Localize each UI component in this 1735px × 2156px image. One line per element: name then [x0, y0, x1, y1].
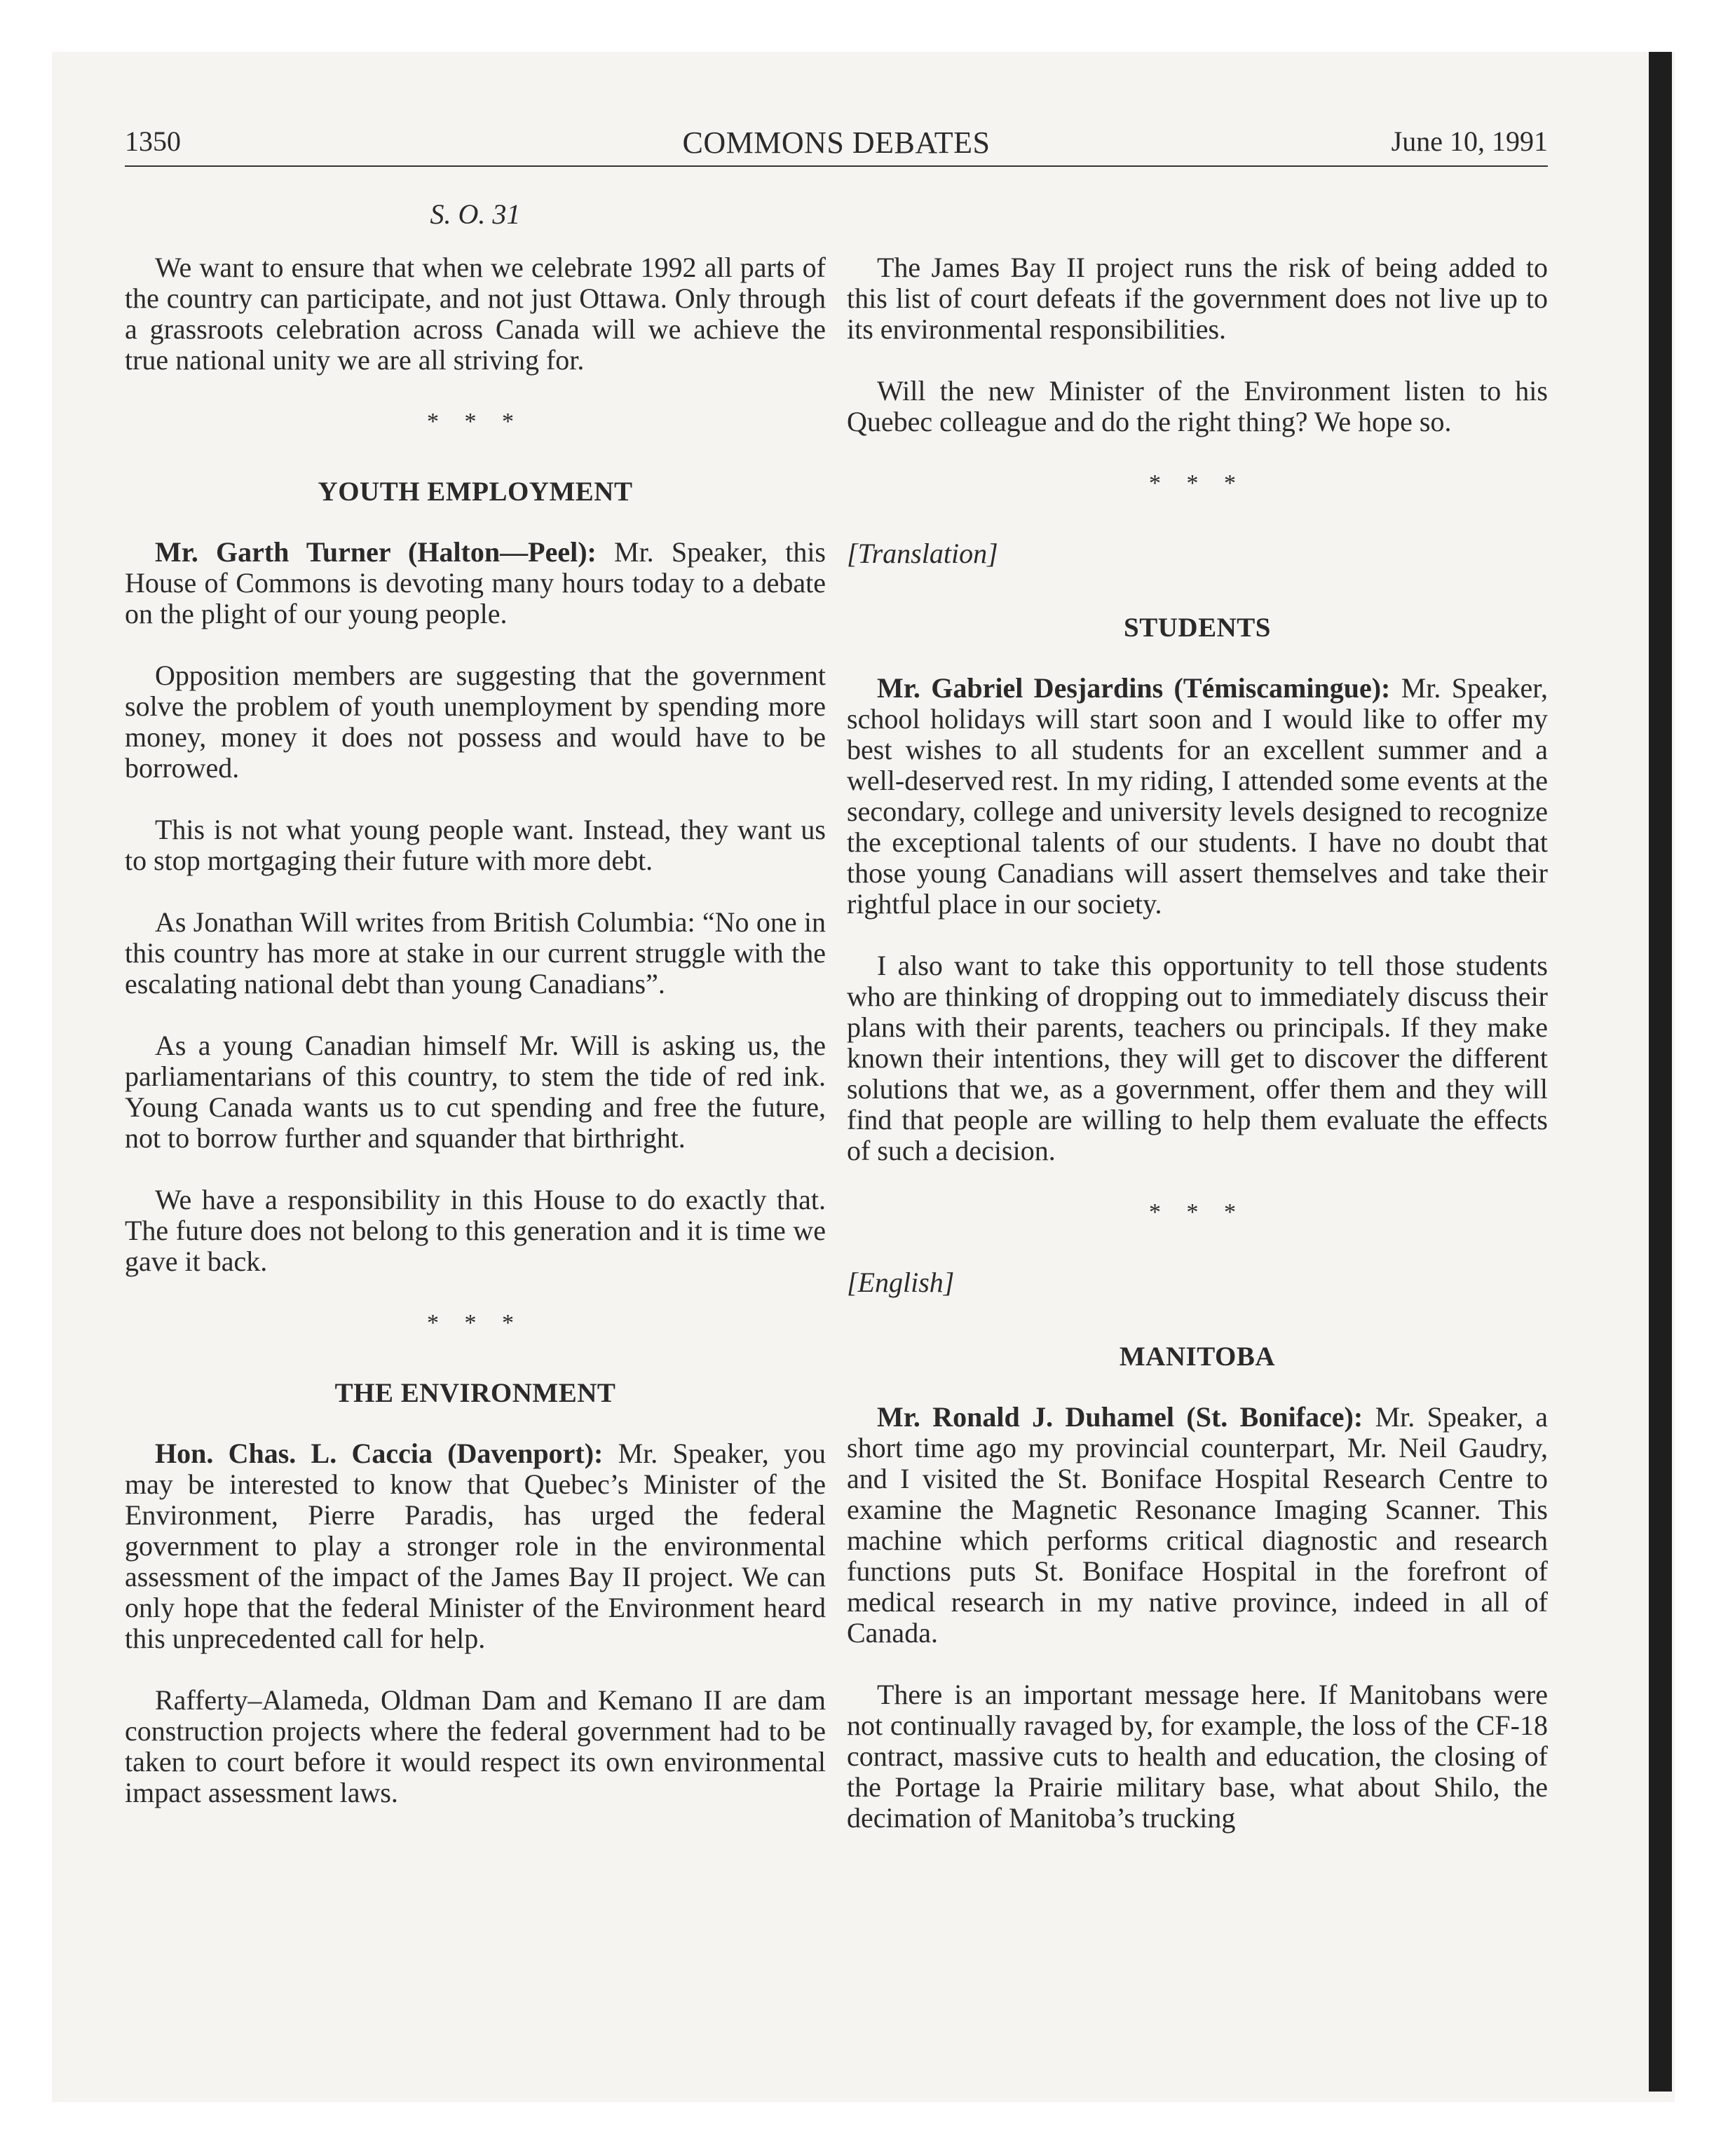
paragraph: This is not what young people want. Instead, they want us to stop mortgaging their future with more debt.: [125, 814, 826, 876]
header-rule: [125, 165, 1548, 167]
paragraph: Will the new Minister of the Environment listen to his Quebec colleague and do the right thing? We hope so.: [847, 375, 1548, 437]
paragraph: I also want to take this opportunity to tell those students who are thinking of dropping out to immediately discuss their plans with their parents, teachers ou principals. If they make known their intentions, they will get to discover the different solutions that we, as a government, offer them and they will find that people are willing to help them evaluate the effects of such a decision.: [847, 950, 1548, 1166]
speech-text: Mr. Speaker, a short time ago my provincial counterpart, Mr. Neil Gaudry, and I visited the St. Boniface Hospital Research Centre to examine the Magnetic Resonance Imaging Scanner. This machine which performs critical diagnostic and research functions puts St. Boniface Hospital in the forefront of medical research in my native province, indeed in all of Canada.: [847, 1401, 1548, 1649]
speech-text: Mr. Speaker, school holidays will start soon and I would like to offer my best wishes to all students for an excellent summer and a well-deserved rest. In my riding, I attended some events at the secondary, college and university levels designed to recognize the exceptional talents of our students. I have no doubt that those young Canadians will assert themselves and take their rightful place in our society.: [847, 672, 1548, 920]
speech-paragraph: [125, 537, 826, 629]
section-separator: * * *: [427, 1310, 524, 1336]
paragraph: There is an important message here. If Manitobans were not continually ravaged by, for example, the loss of the CF-18 contract, massive cuts to health and education, the closing of the Portage la Prairie military base, what about Shilo, the decimation of Manitoba’s trucking: [847, 1679, 1548, 1834]
speaker-name: Mr. Gabriel Desjardins (Témiscamingue):: [877, 672, 1391, 704]
section-separator: * * *: [1149, 1199, 1246, 1225]
standing-order-label: S. O. 31: [430, 198, 521, 230]
header-date: June 10, 1991: [1391, 125, 1548, 157]
heading-manitoba: MANITOBA: [1119, 1342, 1276, 1372]
speech-text: Mr. Speaker, you may be interested to know that Quebec’s Minister of the Environment, Pierre Paradis, has urged the federal government to play a stronger role in the environmental assessment of the impact of the James Bay II project. We can only hope that the federal Minister of the Environment heard this unprecedented call for help.: [125, 1438, 826, 1654]
speaker-name: Mr. Garth Turner (Halton—Peel):: [155, 536, 597, 568]
paragraph: We want to ensure that when we celebrate 1992 all parts of the country can participate, and not just Ottawa. Only through a grassroots celebration across Canada will we achieve the true national unity we are all striving for.: [125, 252, 826, 376]
heading-environment: THE ENVIRONMENT: [334, 1378, 616, 1408]
section-separator: * * *: [427, 409, 524, 435]
page-number: 1350: [125, 125, 181, 157]
paragraph: Rafferty–Alameda, Oldman Dam and Kemano II are dam construction projects where the federal government had to be taken to court before it would respect its own environmental impact assessment laws.: [125, 1684, 826, 1808]
translation-tag: [Translation]: [847, 538, 998, 569]
heading-students: STUDENTS: [1124, 613, 1271, 643]
right-column: [847, 252, 1548, 1864]
speech-paragraph: [847, 673, 1548, 920]
section-separator: * * *: [1149, 470, 1246, 496]
running-header: [125, 125, 1548, 167]
heading-youth-employment: YOUTH EMPLOYMENT: [318, 477, 633, 507]
speaker-name: Hon. Chas. L. Caccia (Davenport):: [155, 1438, 604, 1469]
speech-paragraph: [847, 1402, 1548, 1649]
paragraph: As a young Canadian himself Mr. Will is asking us, the parliamentarians of this country, to stem the tide of red ink. Young Canada wants us to cut spending and free the future, not to borrow further and squander that birthright.: [125, 1030, 826, 1154]
running-title: COMMONS DEBATES: [682, 125, 991, 160]
speaker-name: Mr. Ronald J. Duhamel (St. Boniface):: [877, 1401, 1363, 1433]
english-tag: [English]: [847, 1267, 955, 1298]
left-column: [125, 252, 826, 1839]
speech-text: Mr. Speaker, this House of Commons is devoting many hours today to a debate on the plight of our young people.: [125, 536, 826, 629]
speech-paragraph: [125, 1438, 826, 1654]
paragraph: As Jonathan Will writes from British Columbia: “No one in this country has more at stake in our current struggle with the escalating national debt than young Canadians”.: [125, 906, 826, 999]
paragraph: The James Bay II project runs the risk of being added to this list of court defeats if the government does not live up to its environmental responsibilities.: [847, 252, 1548, 345]
paragraph: Opposition members are suggesting that the government solve the problem of youth unemployment by spending more money, money it does not possess and would have to be borrowed.: [125, 660, 826, 784]
paragraph: We have a responsibility in this House to do exactly that. The future does not belong to this generation and it is time we gave it back.: [125, 1184, 826, 1277]
